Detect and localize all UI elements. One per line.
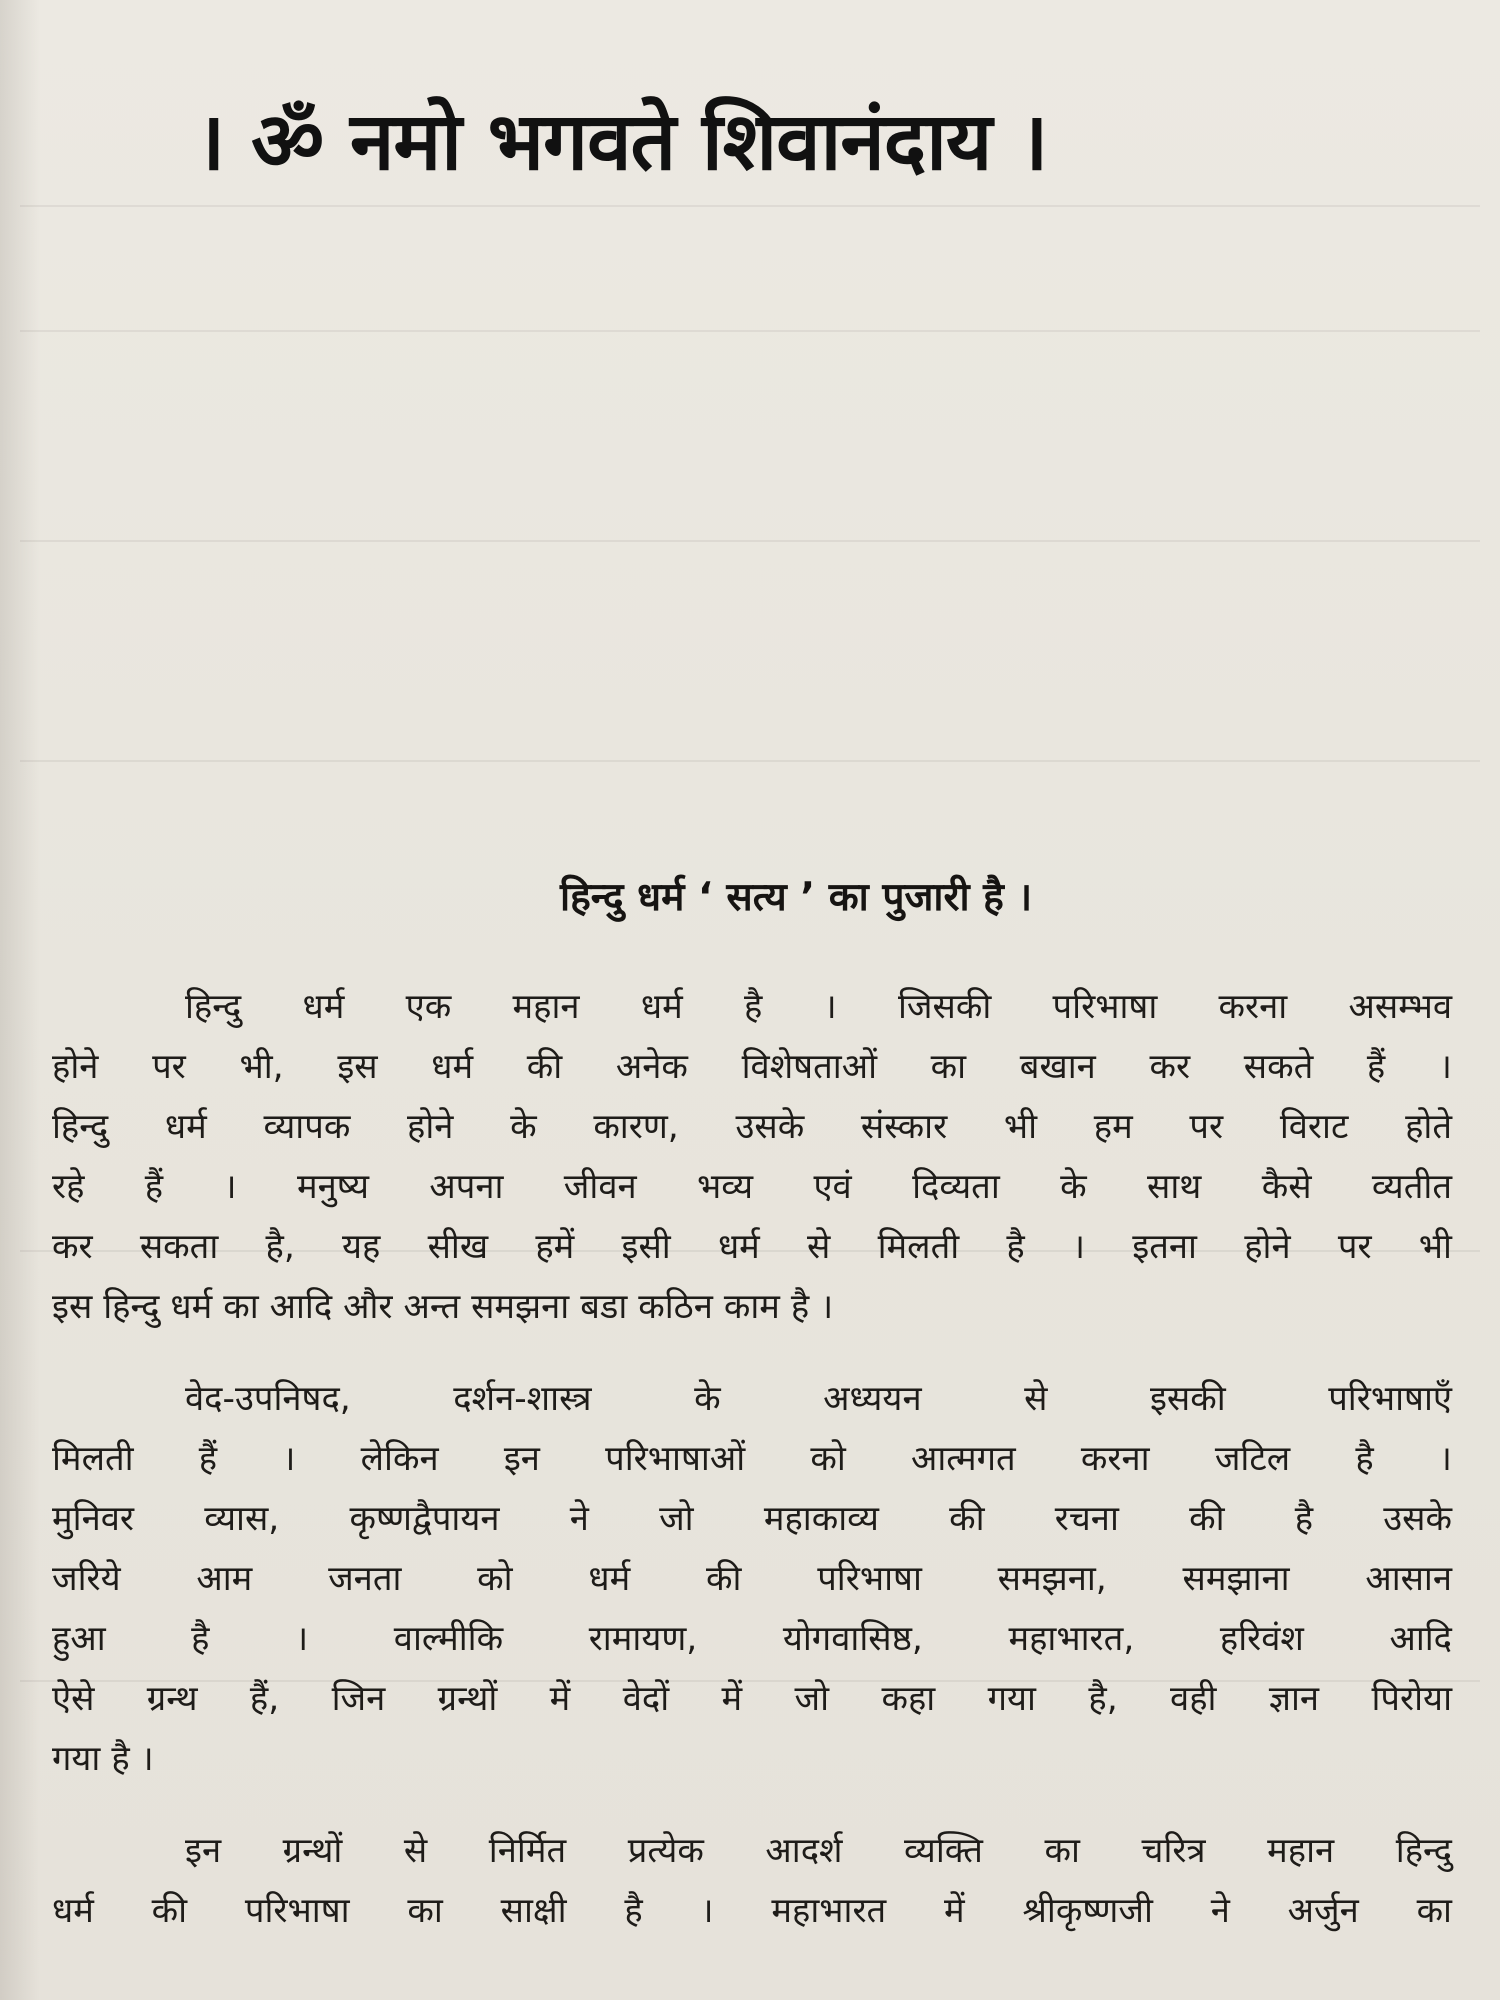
paragraph-line: जरिये आम जनता को धर्म की परिभाषा समझना, समझाना आसान <box>52 1559 1452 1599</box>
paragraph-line: होने पर भी, इस धर्म की अनेक विशेषताओं का बखान कर सकते हैं । <box>52 1047 1452 1087</box>
paragraph-line: मुनिवर व्यास, कृष्णद्वैपायन ने जो महाकाव्य की रचना की है उसके <box>52 1499 1452 1539</box>
paragraph-line: इस हिन्दु धर्म का आदि और अन्त समझना बडा कठिन काम है । <box>52 1287 834 1327</box>
page-title: । ॐ नमो भगवते शिवानंदाय । <box>195 95 1048 188</box>
bleed-through-line <box>20 760 1480 762</box>
paragraph-line: हुआ है । वाल्मीकि रामायण, योगवासिष्ठ, महाभारत, हरिवंश आदि <box>52 1619 1452 1659</box>
bleed-through-line <box>20 330 1480 332</box>
paragraph-line: कर सकता है, यह सीख हमें इसी धर्म से मिलती है । इतना होने पर भी <box>52 1227 1452 1267</box>
page-shadow <box>0 0 40 2000</box>
paragraph-line: हिन्दु धर्म एक महान धर्म है । जिसकी परिभाषा करना असम्भव <box>185 987 1452 1027</box>
paragraph-line: वेद-उपनिषद, दर्शन-शास्त्र के अध्ययन से इसकी परिभाषाएँ <box>185 1379 1452 1419</box>
bleed-through-line <box>20 540 1480 542</box>
section-heading: हिन्दु धर्म ‘ सत्य ’ का पुजारी है । <box>560 875 1033 920</box>
paragraph-line: मिलती हैं । लेकिन इन परिभाषाओं को आत्मगत करना जटिल है । <box>52 1439 1452 1479</box>
paragraph-line: इन ग्रन्थों से निर्मित प्रत्येक आदर्श व्यक्ति का चरित्र महान हिन्दु <box>185 1831 1452 1871</box>
paragraph-line: रहे हैं । मनुष्य अपना जीवन भव्य एवं दिव्यता के साथ कैसे व्यतीत <box>52 1167 1452 1207</box>
paragraph-line: गया है । <box>52 1739 154 1779</box>
paragraph-line: धर्म की परिभाषा का साक्षी है । महाभारत में श्रीकृष्णजी ने अर्जुन का <box>52 1891 1452 1931</box>
paragraph-line: ऐसे ग्रन्थ हैं, जिन ग्रन्थों में वेदों में जो कहा गया है, वही ज्ञान पिरोया <box>52 1679 1452 1719</box>
paragraph-line: हिन्दु धर्म व्यापक होने के कारण, उसके संस्कार भी हम पर विराट होते <box>52 1107 1452 1147</box>
bleed-through-line <box>20 205 1480 207</box>
